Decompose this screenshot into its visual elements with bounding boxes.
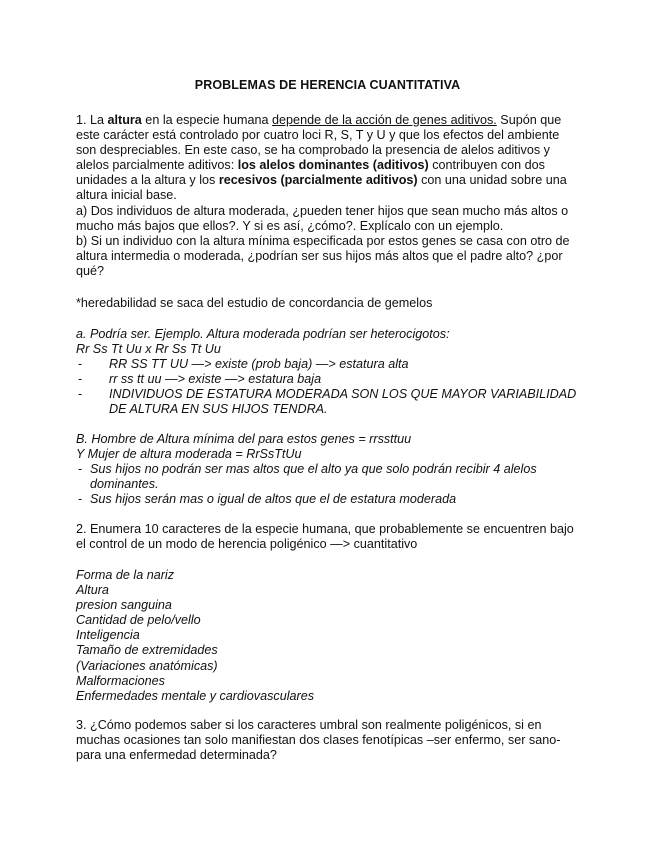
question-1b: b) Si un individuo con la altura mínima especificada por estos genes se casa con otro de altura intermedia o moderada, ¿podrían ser sus hijos más altos que el padre alto? ¿por qué? <box>76 233 570 278</box>
answer-a-line1: a. Podría ser. Ejemplo. Altura moderada podrían ser heterocigotos: <box>76 327 450 341</box>
answer-b <box>76 432 581 507</box>
list-item: - rr ss tt uu —> existe —> estatura baja <box>78 372 322 387</box>
document-title: PROBLEMAS DE HERENCIA CUANTITATIVA <box>194 78 461 92</box>
question-2: 2. Enumera 10 caracteres de la especie humana, que probablemente se encuentren bajo el control de un modo de herencia poligénico —> cuantitativo <box>76 522 574 552</box>
list-item: Enfermedades mentale y cardiovasculares <box>76 688 315 703</box>
answer-a <box>76 327 581 418</box>
question-1-text: 1. La altura en la especie humana depende de la acción de genes aditivos. Supón que este carácter está controlado por cuatro loci R, S, T y U y que los efectos del ambiente son despreciables. En este caso, se ha comprobado la presencia de alelos aditivos y alelos parcialmente aditivos: los alelos dominantes (aditivos) contribuyen con dos unidades a la altura y los recesivos (parcialmente aditivos) con una unidad sobre una altura inicial base. <box>76 113 567 203</box>
list-item: - Sus hijos no podrán ser mas altos que el alto ya que solo podrán recibir 4 alelos dominantes. <box>78 462 537 492</box>
list-item: Malformaciones <box>76 673 165 688</box>
list-item: - Sus hijos serán mas o igual de altos que el de estatura moderada <box>78 492 457 507</box>
list-item: - INDIVIDUOS DE ESTATURA MODERADA SON LOS QUE MAYOR VARIABILIDAD DE ALTURA EN SUS HIJOS TENDRA. <box>78 387 577 417</box>
list-item: Cantidad de pelo/vello <box>76 613 201 628</box>
question-1a: a) Dos individuos de altura moderada, ¿pueden tener hijos que sean mucho más altos o mucho más bajos que ellos?. Y si es así, ¿cómo?. Explícalo con un ejemplo. <box>76 203 569 233</box>
answer-a-line2: Rr Ss Tt Uu x Rr Ss Tt Uu <box>76 342 221 357</box>
question-3: 3. ¿Cómo podemos saber si los caracteres umbral son realmente poligénicos, si en muchas ocasiones tan solo manifiestan dos clases fenotípicas –ser enfermo, ser sano- para una enfermedad determinada? <box>76 718 561 763</box>
answer-b-line1: B. Hombre de Altura mínima del para estos genes = rrssttuu <box>76 432 412 446</box>
list-item: (Variaciones anatómicas) <box>76 658 218 673</box>
list-item: - RR SS TT UU —> existe (prob baja) —> estatura alta <box>78 357 409 372</box>
characters-list <box>76 568 581 704</box>
list-item: Tamaño de extremidades <box>76 643 218 658</box>
answer-b-line2: Y Mujer de altura moderada = RrSsTtUu <box>76 447 302 462</box>
list-item: presion sanguina <box>76 598 172 613</box>
list-item: Inteligencia <box>76 628 140 643</box>
list-item: Forma de la nariz <box>76 568 174 582</box>
question-1 <box>76 113 581 279</box>
heritability-note: *heredabilidad se saca del estudio de concordancia de gemelos <box>76 296 433 310</box>
list-item: Altura <box>76 583 109 598</box>
